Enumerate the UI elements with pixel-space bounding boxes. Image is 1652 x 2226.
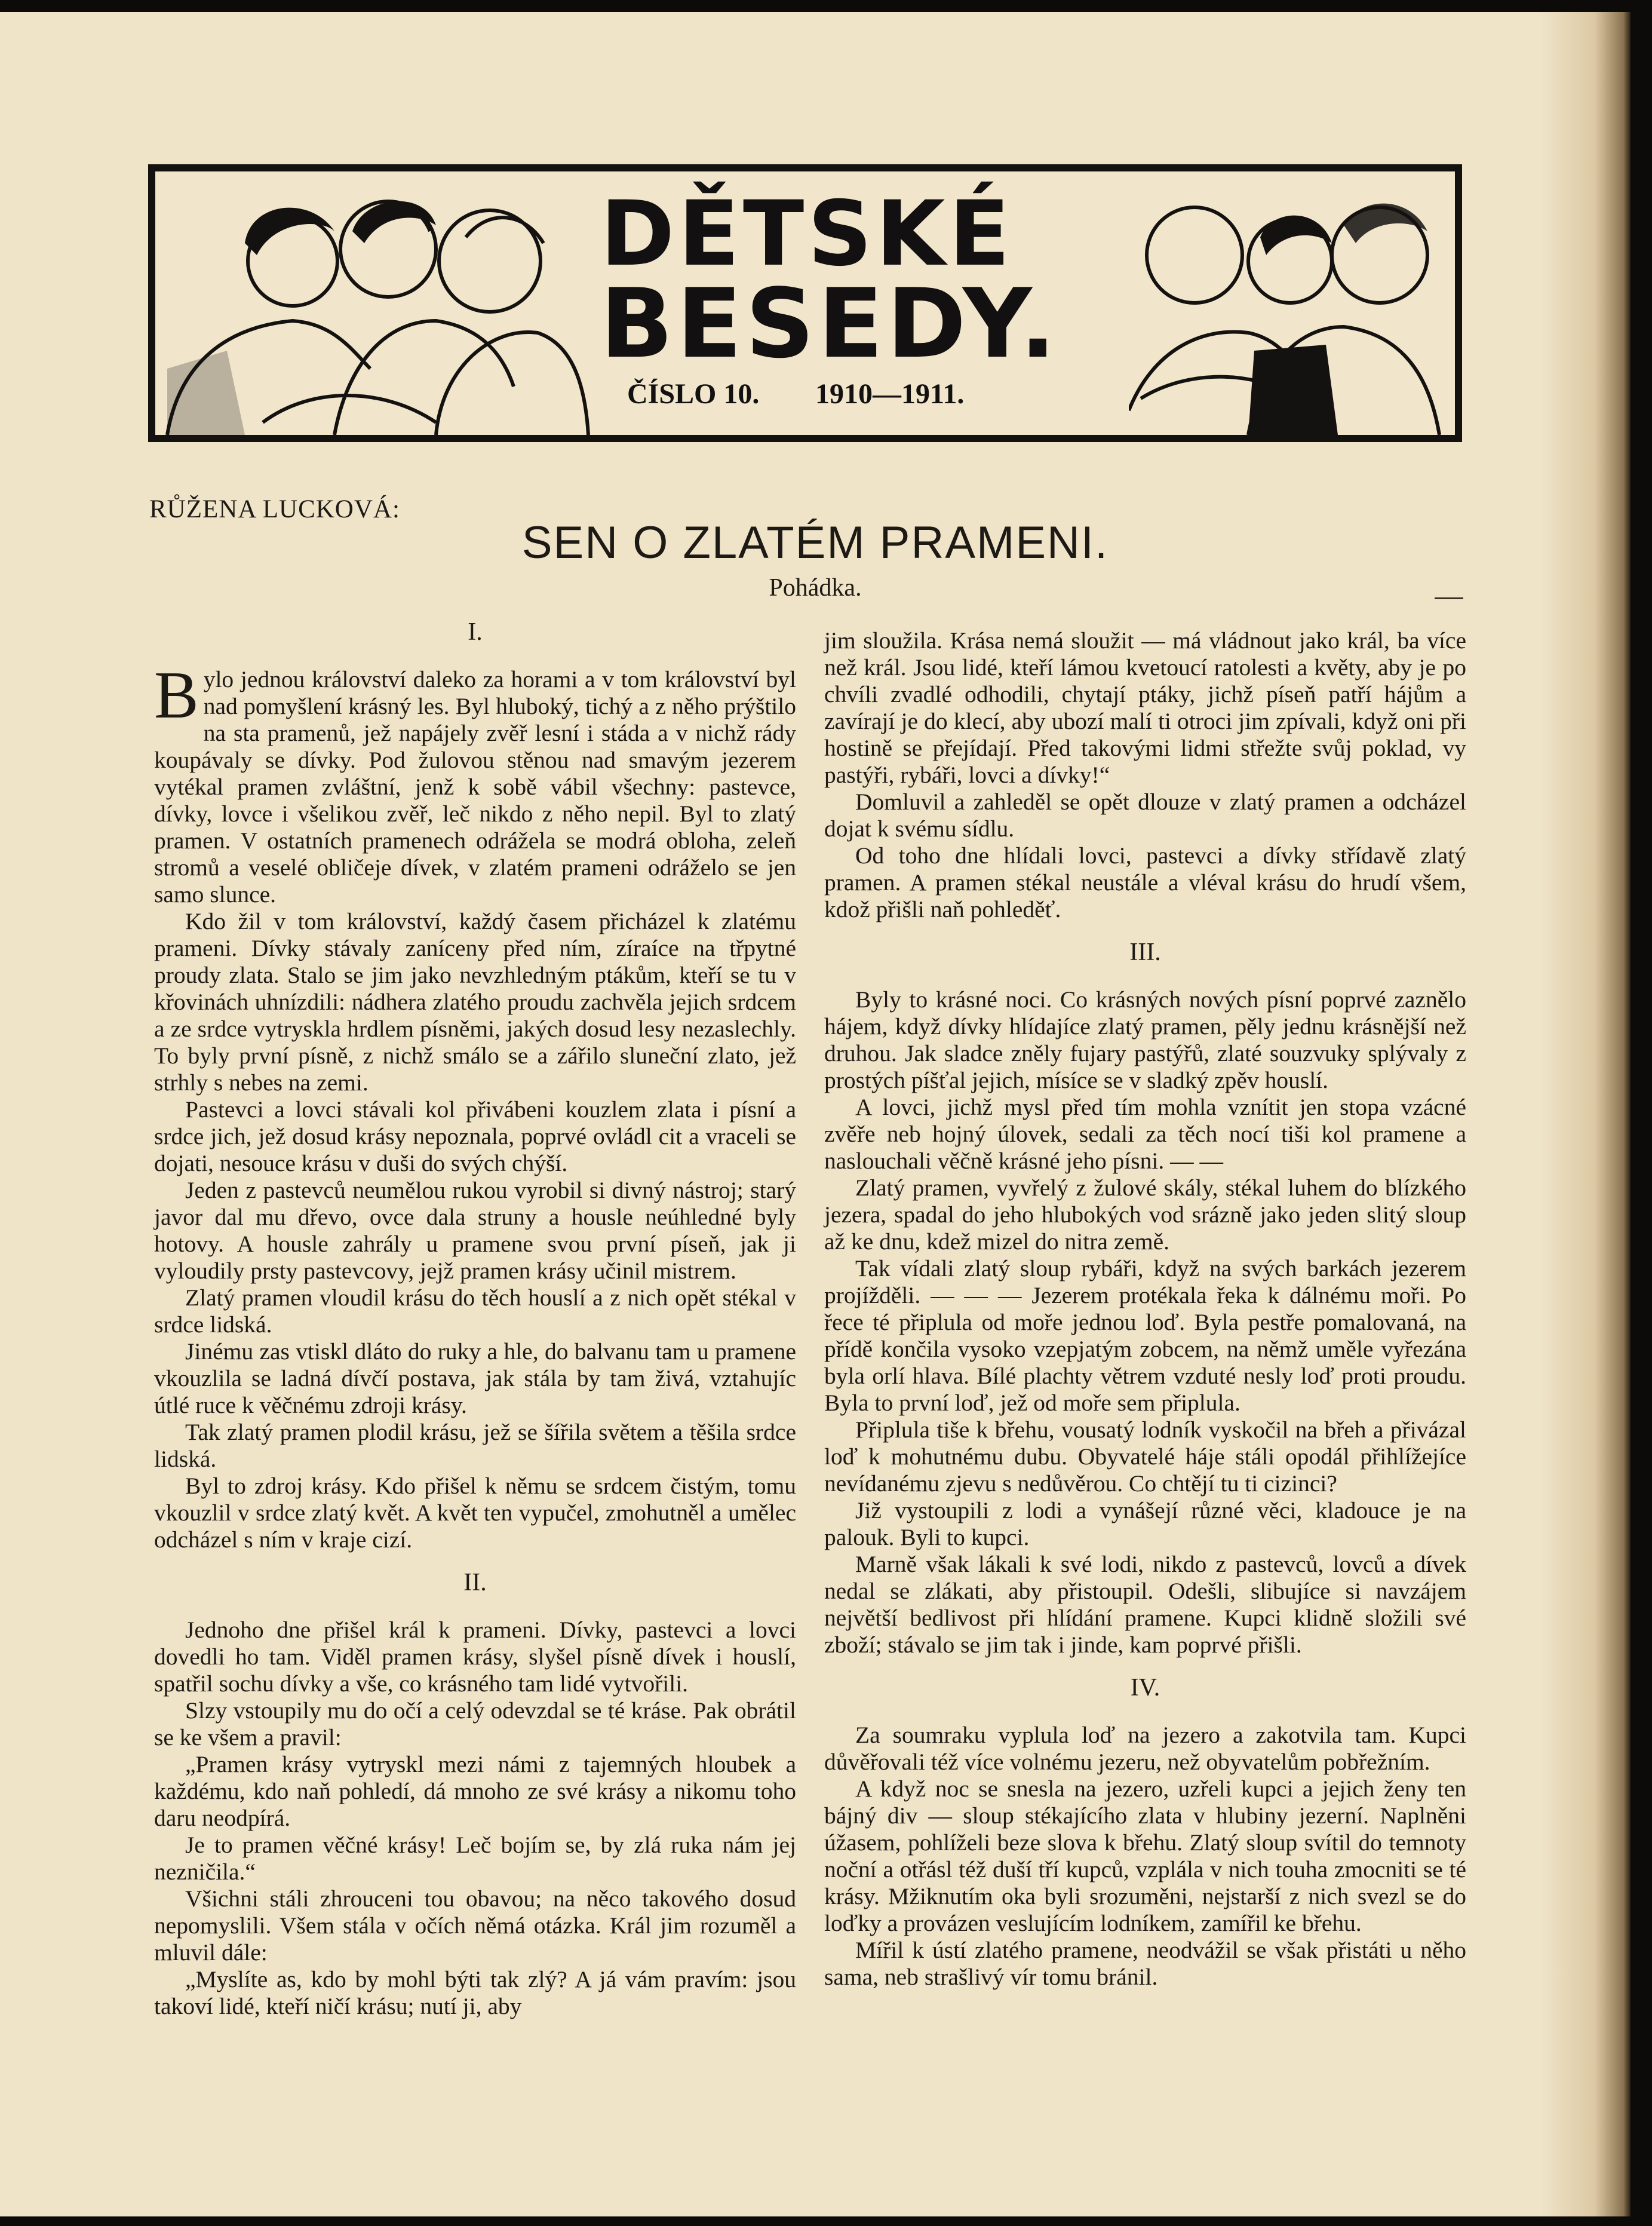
paragraph: Slzy vstoupily mu do očí a celý odevzdal se té kráse. Pak obrátil se ke všem a pravil: xyxy=(154,1697,796,1750)
text-column-right xyxy=(824,627,1466,1991)
paragraph: Všichni stáli zhrouceni tou obavou; na něco takového dosud nepomyslili. Všem stála v očích němá otázka. Král jim rozuměl a mluvil dále: xyxy=(154,1885,796,1966)
paragraph: jim sloužila. Krása nemá sloužit — má vládnout jako král, ba více než král. Jsou lidé, kteří lámou kvetoucí ratolesti a květy, aby je po chvíli zvadlé odhodili, chytají ptáky, jichž píseň patří hájům a zavírají je do klecí, aby ubozí malí ti otroci jim zpívali, když oni při hostině se přejídají. Před takovými lidmi střežte svůj poklad, vy pastýři, rybáři, lovci a dívky!“ xyxy=(824,627,1466,788)
paragraph: Pastevci a lovci stávali kol přivábeni kouzlem zlata i písní a srdce jich, jež dosud krásy nepoznala, poprvé ovládl cit a vraceli se dojati, nesouce krásu v duši do svých chýší. xyxy=(154,1096,796,1176)
paragraph: Byly to krásné noci. Co krásných nových písní poprvé zaznělo hájem, když dívky hlídajíce zlatý pramen, pěly jednu krásnější než druhou. Jak sladce zněly fujary pastýřů, zlaté souzvuky splývaly z prostých píšťal jejich, mísíce se v sladký zpěv houslí. xyxy=(824,986,1466,1093)
paragraph: „Myslíte as, kdo by mohl býti tak zlý? A já vám pravím: jsou takoví lidé, kteří ničí krásu; nutí ji, aby xyxy=(154,1966,796,2019)
paragraph: Již vystoupili z lodi a vynášejí různé věci, kladouce je na palouk. Byli to kupci. xyxy=(824,1497,1466,1550)
article-title: SEN O ZLATÉM PRAMENI. xyxy=(521,517,1109,568)
paragraph: Jednoho dne přišel král k prameni. Dívky, pastevci a lovci dovedli ho tam. Viděl pramen krásy, slyšel písně dívek i houslí, spatřil sochu dívky a vše, co krásného tam lidé vytvořili. xyxy=(154,1617,796,1697)
magazine-title-line1: DĚTSKÉ xyxy=(600,182,1014,286)
children-reading-left-illustration xyxy=(155,171,591,435)
paragraph-text: ylo jednou království daleko za horami a v tom království byl nad pomyšlení krásný les. Byl hluboký, tichý a z něho prýštilo na sta pramenů, jež napájely zvěř lesní i stáda a v nichž rády koupávaly se dívky. Pod žulovou stěnou nad smavým jezerem vytékal pramen zvláštní, jenž k sobě vábil všechny: pastevce, dívky, lovce i všelikou zvěř, leč nikdo z něho nepil. Byl to zlatý pramen. V ostatních pramenech odrážela se modrá obloha, zeleň stromů a veselé obličeje dívek, v zlatém prameni odráželo se jen samo slunce. xyxy=(154,666,796,907)
issue-number: ČÍSLO 10. xyxy=(627,378,760,410)
paragraph: Kdo žil v tom království, každý časem přicházel k zlatému prameni. Dívky stávaly zaníceny před ním, zíraíce na třpytné proudy zlata. Stalo se jim jako nevzhledným ptákům, kteří se tu v křovinách uhnízdili: nádhera zlatého proudu zachvěla jejich srdcem a ze srdce vytryskla hrdlem písněmi, jakých dosud lesy nezaslechly. To byly první písně, z nichž smálo se a zářilo sluneční zlato, jež strhly s nebes na zemi. xyxy=(154,908,796,1096)
paragraph: Marně však lákali k své lodi, nikdo z pastevců, lovců a dívek nedal se zlákati, aby přistoupil. Odešli, slibujíce si navzájem největší bedlivost při hlídání pramene. Kupci klidně složili své zboží; stávalo se jim tak i jinde, kam poprvé přišli. xyxy=(824,1551,1466,1658)
paragraph: Připlula tiše k břehu, vousatý lodník vyskočil na břeh a přivázal loď k mohutnému dubu. Obyvatelé háje stáli opodál přihlížejíce nevídanému zjevu s nedůvěrou. Co chtějí tu ti cizinci? xyxy=(824,1416,1466,1497)
paragraph: „Pramen krásy vytryskl mezi námi z tajemných hloubek a každému, kdo naň pohledí, dá mnoho ze své krásy a nikomu toho daru neodpírá. xyxy=(154,1751,796,1831)
issue-years: 1910—1911. xyxy=(815,378,965,410)
drop-cap: B xyxy=(154,658,199,732)
paragraph: A když noc se snesla na jezero, uzřeli kupci a jejich ženy ten bájný div — sloup stékajícího zlata v hlubiny jezerní. Naplněni úžasem, pohlíželi beze slova k břehu. Zlatý sloup svítil do temnoty noční a otřásl též duší tří kupců, vzplála v nich touha zmocniti se té krásy. Mžiknutím oka byli srozuměni, nejstarší z nich svezl se do loďky a provázen veslujícím lodníkem, zamířil ke břehu. xyxy=(824,1776,1466,1936)
paragraph: Zlatý pramen vloudil krásu do těch houslí a z nich opět stékal v srdce lidská. xyxy=(154,1284,796,1338)
paragraph: Tak zlatý pramen plodil krásu, jež se šířila světem a těšila srdce lidská. xyxy=(154,1419,796,1472)
section-heading-1: I. xyxy=(468,618,483,646)
magazine-title-line2: BESEDY. xyxy=(600,268,1060,379)
children-reading-right-illustration xyxy=(1129,171,1455,435)
masthead-banner xyxy=(148,164,1462,442)
section-heading-4: IV. xyxy=(1130,1674,1160,1701)
paragraph: Tak vídali zlatý sloup rybáři, když na svých barkách jezerem projížděli. — — — Jezerem protékala řeka k dálnému moři. Po řece té připlula od moře jednou loď. Byla pestře pomalovaná, na přídě končila vysoko vzepjatým zobcem, na němž uměle vyřezána byla orlí hlava. Bílé plachty větrem vzduté nesly loď proti proudu. Byla to první loď, jež od moře sem připlula. xyxy=(824,1255,1466,1416)
paragraph: Za soumraku vyplula loď na jezero a zakotvila tam. Kupci důvěřovali též více volnému jezeru, než obyvatelům pobřežním. xyxy=(824,1722,1466,1775)
decorative-dash xyxy=(1435,597,1463,599)
page xyxy=(0,12,1630,2216)
paragraph: Byl to zdroj krásy. Kdo přišel k němu se srdcem čistým, tomu vkouzlil v srdce zlatý květ. A květ ten vypučel, zmohutněl a umělec odcházel s ním v kraje cizí. xyxy=(154,1473,796,1553)
magazine-title xyxy=(600,182,1060,379)
section-heading-3: III. xyxy=(1129,939,1161,966)
paragraph: Zlatý pramen, vyvřelý z žulové skály, stékal luhem do blízkého jezera, spadal do jeho hlubokých vod srázně jako jeden slitý sloup až ke dnu, kdež mizel do nitra země. xyxy=(824,1175,1466,1255)
article-author: RŮŽENA LUCKOVÁ: xyxy=(149,495,400,523)
section-heading-2: II. xyxy=(463,1569,487,1596)
paragraph: Od toho dne hlídali lovci, pastevci a dívky střídavě zlatý pramen. A pramen stékal neustále a vléval krásu do hrudí všem, kdož přišli naň pohleděť. xyxy=(824,842,1466,922)
paragraph xyxy=(154,658,796,908)
page-spine-shadow xyxy=(1541,12,1630,2216)
paragraph: Je to pramen věčné krásy! Leč bojím se, by zlá ruka nám jej nezničila.“ xyxy=(154,1832,796,1885)
paragraph: Jeden z pastevců neumělou rukou vyrobil si divný nástroj; starý javor dal mu dřevo, ovce dala struny a housle neúhledné byly hotovy. A housle zahrály u pramene svou první píseň, jak ji vyloudily prsty pastevcovy, jejž pramen krásy učinil mistrem. xyxy=(154,1177,796,1284)
paragraph: Mířil k ústí zlatého pramene, neodvážil se však přistáti u něho sama, neb strašlivý vír tomu bránil. xyxy=(824,1937,1466,1990)
text-column-left xyxy=(154,618,796,2020)
paragraph: A lovci, jichž mysl před tím mohla vznítit jen stopa vzácné zvěře neb hojný úlovek, sedali za těch nocí tiši kol pramene a naslouchali věčně krásné jeho písni. — — xyxy=(824,1094,1466,1174)
paragraph: Domluvil a zahleděl se opět dlouze v zlatý pramen a odcházel dojat k svému sídlu. xyxy=(824,789,1466,842)
paragraph: Jinému zas vtiskl dláto do ruky a hle, do balvanu tam u pramene vkouzlila se ladná dívčí postava, jak stála by tam živá, vztahujíc útlé ruce k věčnému zdroji krásy. xyxy=(154,1338,796,1418)
article-subtitle: Pohádka. xyxy=(769,574,862,602)
